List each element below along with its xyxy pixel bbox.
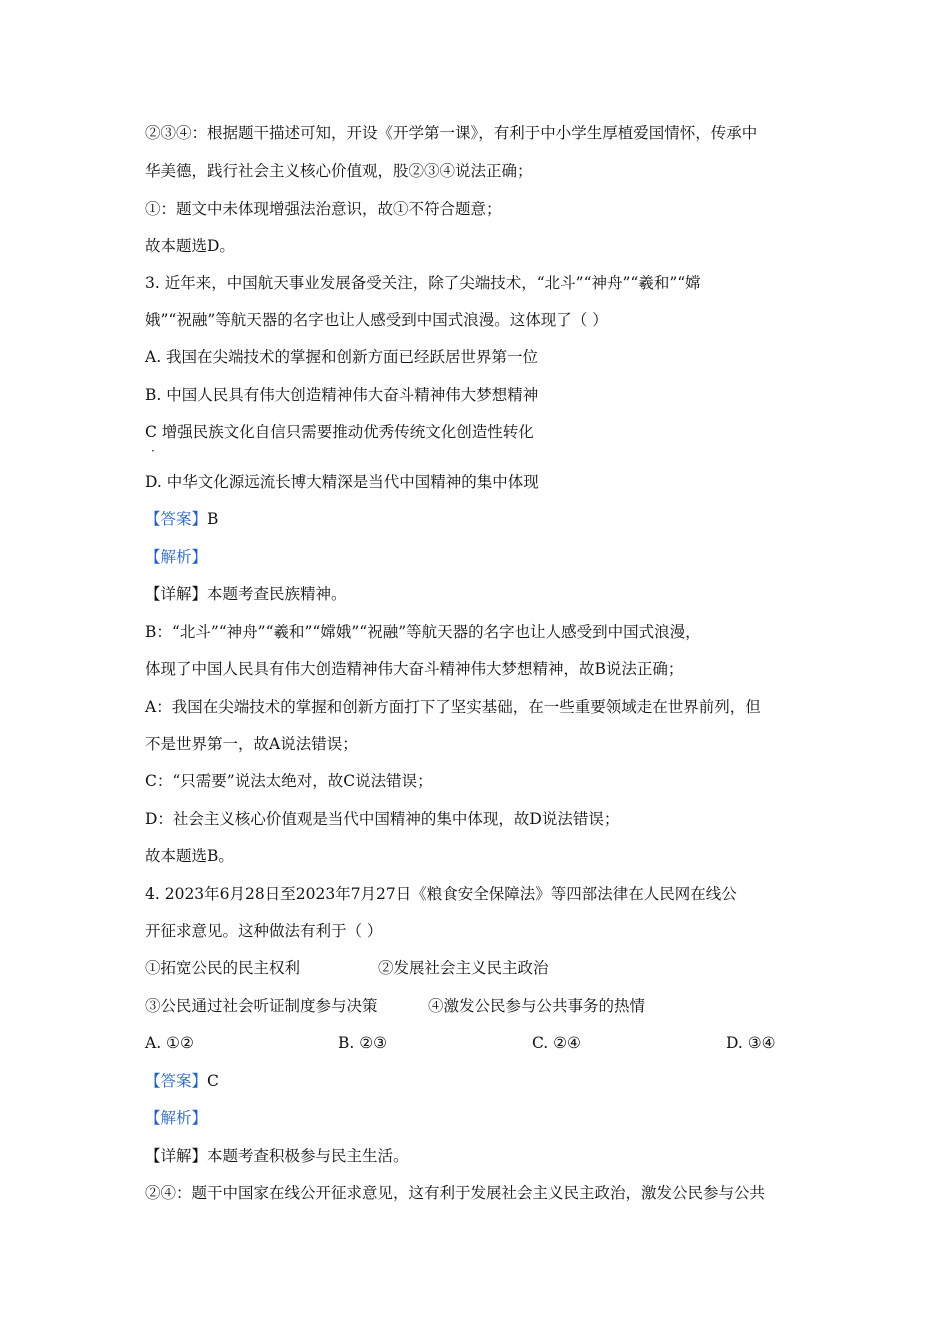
statement-4: ④激发公民参与公共事务的热情 <box>428 997 646 1015</box>
text-line: 故本题选D。 <box>145 237 235 255</box>
option-d: D. ③④ <box>726 1034 776 1052</box>
option-c-dot: · <box>151 444 155 458</box>
option-c: C. ②④ <box>532 1034 581 1052</box>
question-3-stem: 娥”“祝融”等航天器的名字也让人感受到中国式浪漫。这体现了（ ） <box>145 311 608 329</box>
analysis-tag: 【解析】 <box>145 548 208 566</box>
detail-text: 本题考查积极参与民主生活。 <box>207 1147 409 1165</box>
option-a: A. 我国在尖端技术的掌握和创新方面已经跃居世界第一位 <box>145 348 539 366</box>
detail-line <box>145 1146 825 1166</box>
explanation-line: C：“只需要”说法太绝对，故C说法错误； <box>145 772 433 790</box>
question-4-stem: 开征求意见。这种做法有利于（ ） <box>145 922 383 940</box>
question-3-stem: 3. 近年来，中国航天事业发展备受关注，除了尖端技术，“北斗”“神舟”“羲和”“嫦 <box>145 274 701 292</box>
option-d: D. 中华文化源远流长博大精深是当代中国精神的集中体现 <box>145 473 539 491</box>
detail-text: 本题考查民族精神。 <box>207 585 347 603</box>
explanation-line: B：“北斗”“神舟”“羲和”“嫦娥”“祝融”等航天器的名字也让人感受到中国式浪漫， <box>145 623 701 641</box>
answer-tag: 【答案】 <box>145 1072 208 1090</box>
detail-line <box>145 584 825 604</box>
statement-1: ①拓宽公民的民主权利 <box>145 959 301 977</box>
option-c: C 增强民族文化自信只需要推动优秀传统文化创造性转化 <box>145 423 534 441</box>
question-4-stem: 4. 2023年6月28日至2023年7月27日《粮食安全保障法》等四部法律在人民网在线公 <box>145 885 737 903</box>
explanation-line: 故本题选B。 <box>145 847 234 865</box>
explanation-line: 体现了中国人民具有伟大创造精神伟大奋斗精神伟大梦想精神，故B说法正确； <box>145 660 684 678</box>
text-line: ①：题文中未体现增强法治意识，故①不符合题意； <box>145 200 502 218</box>
answer-line <box>145 509 825 529</box>
answer-value: B <box>207 510 219 528</box>
explanation-line: A：我国在尖端技术的掌握和创新方面打下了坚实基础，在一些重要领域走在世界前列，但 <box>145 698 761 716</box>
explanation-line: 不是世界第一，故A说法错误； <box>145 735 358 753</box>
detail-tag: 【详解】 <box>145 585 208 603</box>
option-b: B. ②③ <box>338 1034 388 1052</box>
analysis-tag: 【解析】 <box>145 1109 208 1127</box>
explanation-line: ②④：题干中国家在线公开征求意见，这有利于发展社会主义民主政治，激发公民参与公共 <box>145 1184 766 1202</box>
detail-tag: 【详解】 <box>145 1147 208 1165</box>
option-a: A. ①② <box>145 1034 194 1052</box>
answer-tag: 【答案】 <box>145 510 208 528</box>
answer-line <box>145 1071 825 1091</box>
statement-2: ②发展社会主义民主政治 <box>378 959 549 977</box>
statement-3: ③公民通过社会听证制度参与决策 <box>145 997 378 1015</box>
explanation-line: D：社会主义核心价值观是当代中国精神的集中体现，故D说法错误； <box>145 810 620 828</box>
answer-value: C <box>207 1072 219 1090</box>
text-line: 华美德，践行社会主义核心价值观，股②③④说法正确； <box>145 162 533 180</box>
option-b: B. 中国人民具有伟大创造精神伟大奋斗精神伟大梦想精神 <box>145 386 539 404</box>
text-line: ②③④：根据题干描述可知，开设《开学第一课》，有利于中小学生厚植爱国情怀，传承中 <box>145 124 758 142</box>
